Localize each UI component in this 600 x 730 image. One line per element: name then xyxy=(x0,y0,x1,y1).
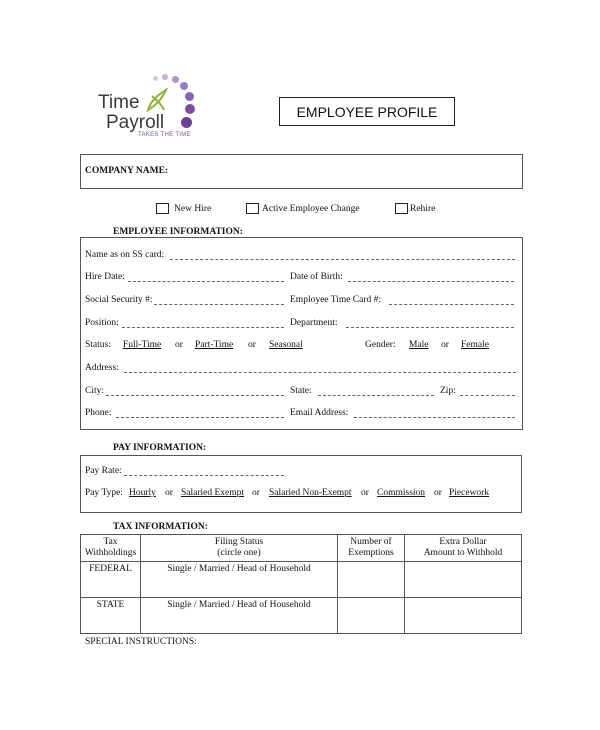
dob-label: Date of Birth: xyxy=(290,272,343,282)
or-text: or xyxy=(248,340,256,350)
phone-field[interactable] xyxy=(116,417,284,418)
timecard-label: Employee Time Card #: xyxy=(290,295,382,305)
tax-header-extra-dollar: Extra Dollar Amount to Withhold xyxy=(405,535,522,562)
rehire-checkbox[interactable] xyxy=(395,203,408,214)
name-label: Name as on SS card: xyxy=(85,250,165,260)
state-label: State: xyxy=(290,386,312,396)
tax-row-exemptions[interactable] xyxy=(338,561,405,597)
or-text: or xyxy=(441,340,449,350)
logo-tagline: TAKES THE TIME xyxy=(138,132,191,138)
ssn-label: Social Security #: xyxy=(85,295,153,305)
logo-line1: Time xyxy=(98,92,140,113)
zip-field[interactable] xyxy=(460,395,515,396)
logo-dot xyxy=(162,74,168,80)
logo-dot xyxy=(172,76,179,83)
or-text: or xyxy=(252,488,260,498)
phone-label: Phone: xyxy=(85,408,112,418)
gender-label: Gender: xyxy=(365,340,396,350)
logo-line2: Payroll xyxy=(106,112,165,133)
logo-dot xyxy=(153,76,158,81)
pay-type-label: Pay Type: xyxy=(85,488,123,498)
rehire-label: Rehire xyxy=(410,204,436,214)
pay-type-hourly[interactable]: Hourly xyxy=(129,488,156,498)
city-field[interactable] xyxy=(106,395,284,396)
or-text: or xyxy=(361,488,369,498)
tax-header-withholdings: Tax Withholdings xyxy=(81,535,141,562)
logo-dot xyxy=(185,92,194,101)
department-label: Department: xyxy=(290,318,338,328)
status-label: Status: xyxy=(85,340,111,350)
address-label: Address: xyxy=(85,363,119,373)
status-full-time[interactable]: Full-Time xyxy=(123,340,162,350)
position-label: Position: xyxy=(85,318,119,328)
special-instructions-label: SPECIAL INSTRUCTIONS: xyxy=(85,637,197,647)
or-text: or xyxy=(434,488,442,498)
tax-row-federal xyxy=(81,561,522,597)
tax-table xyxy=(80,534,522,634)
pay-rate-field[interactable] xyxy=(124,475,284,476)
tax-row-name: FEDERAL xyxy=(81,561,141,597)
or-text: or xyxy=(165,488,173,498)
address-field[interactable] xyxy=(124,372,516,373)
pay-type-piecework[interactable]: Piecework xyxy=(449,488,490,498)
tax-row-name: STATE xyxy=(81,597,141,633)
ssn-field[interactable] xyxy=(154,304,284,305)
logo-dot xyxy=(185,104,195,114)
logo-dot xyxy=(180,82,188,90)
email-label: Email Address: xyxy=(290,408,349,418)
employee-info-heading: EMPLOYEE INFORMATION: xyxy=(113,227,243,237)
active-change-checkbox[interactable] xyxy=(246,203,259,214)
company-name-label: COMPANY NAME: xyxy=(85,166,169,176)
zip-label: Zip: xyxy=(440,386,456,396)
hire-date-label: Hire Date: xyxy=(85,272,125,282)
pay-info-heading: PAY INFORMATION: xyxy=(113,443,207,453)
tax-info-heading: TAX INFORMATION: xyxy=(113,522,208,532)
employee-info-box xyxy=(80,237,523,430)
pay-type-salaried-exempt[interactable]: Salaried Exempt xyxy=(181,488,245,498)
tax-header-exemptions: Number of Exemptions xyxy=(338,535,405,562)
city-label: City: xyxy=(85,386,105,396)
tax-header-row xyxy=(81,535,522,562)
tax-row-state xyxy=(81,597,522,633)
department-field[interactable] xyxy=(346,327,514,328)
tax-row-extra-dollar[interactable] xyxy=(405,597,522,633)
page-title: EMPLOYEE PROFILE xyxy=(296,104,438,120)
email-field[interactable] xyxy=(354,417,515,418)
new-hire-label: New Hire xyxy=(174,204,212,214)
position-field[interactable] xyxy=(122,327,284,328)
tax-row-exemptions[interactable] xyxy=(338,597,405,633)
tax-row-filing-status[interactable]: Single / Married / Head of Household xyxy=(141,561,338,597)
leaf-icon xyxy=(146,88,168,114)
tax-header-filing-status: Filing Status (circle one) xyxy=(141,535,338,562)
pay-info-box xyxy=(80,455,522,513)
logo-dot xyxy=(181,117,192,128)
state-field[interactable] xyxy=(318,395,434,396)
status-seasonal[interactable]: Seasonal xyxy=(269,340,303,350)
status-part-time[interactable]: Part-Time xyxy=(195,340,234,350)
gender-female[interactable]: Female xyxy=(461,340,489,350)
timecard-field[interactable] xyxy=(389,304,514,305)
or-text: or xyxy=(175,340,183,350)
hire-date-field[interactable] xyxy=(128,281,284,282)
pay-type-salaried-non-exempt[interactable]: Salaried Non-Exempt xyxy=(269,488,352,498)
pay-type-commission[interactable]: Commission xyxy=(377,488,426,498)
new-hire-checkbox[interactable] xyxy=(156,203,169,214)
pay-rate-label: Pay Rate: xyxy=(85,466,122,476)
dob-field[interactable] xyxy=(348,281,514,282)
tax-row-filing-status[interactable]: Single / Married / Head of Household xyxy=(141,597,338,633)
tax-row-extra-dollar[interactable] xyxy=(405,561,522,597)
active-change-label: Active Employee Change xyxy=(262,204,360,214)
gender-male[interactable]: Male xyxy=(409,340,429,350)
name-field[interactable] xyxy=(170,259,515,260)
